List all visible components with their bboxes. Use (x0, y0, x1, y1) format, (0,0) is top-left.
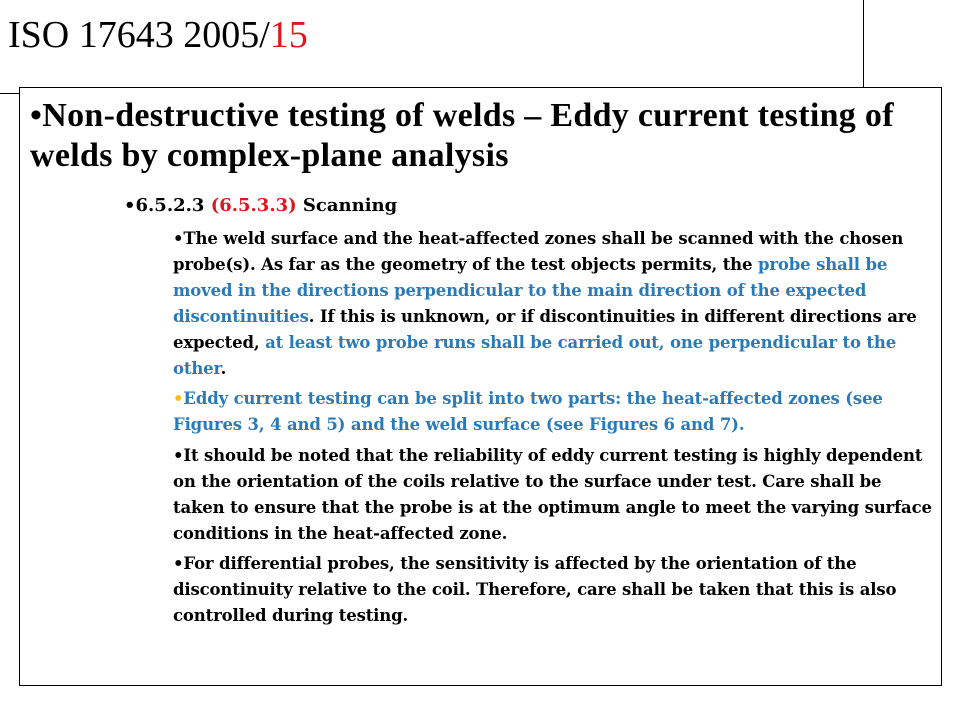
paragraph-highlight: probe shall be moved in the directions perpendicular to the main direction of the expected discontinuities (173, 255, 888, 326)
paragraph-differential (173, 551, 935, 629)
paragraph-text: Eddy current testing can be split into two parts: the heat-affected zones (see Figures 3, 4 and 5) and the weld surface (see Figures 6 and 7). (173, 389, 883, 434)
title-highlight: 15 (269, 14, 308, 56)
paragraph-text: The weld surface and the heat-affected zones shall be scanned with the chosen probe(s). As far as the geometry of the test objects permits, the (173, 229, 904, 274)
subheading-bullet: • (124, 195, 136, 216)
section-heading (30, 96, 935, 176)
paragraph-bullet: • (173, 554, 184, 573)
content-box (19, 87, 942, 686)
subheading-number: 6.5.2.3 (135, 195, 205, 216)
subheading (124, 194, 397, 218)
paragraph-bullet: • (173, 229, 184, 248)
paragraph-bullet: • (173, 389, 184, 408)
paragraph-text: . If this is unknown, or if discontinuities in different directions are expected, (173, 307, 917, 352)
paragraph-highlight: at least two probe runs shall be carried out, one perpendicular to the other (173, 333, 897, 378)
heading-text: Non-destructive testing of welds – Eddy current testing of welds by complex-plane analysis (30, 97, 894, 174)
paragraph-text: It should be noted that the reliability of eddy current testing is highly dependent on the orientation of the coils relative to the surface under test. Care shall be taken to ensure that the probe is at the optimum angle to meet the varying surface conditions in the heat-affected zone. (173, 446, 932, 543)
heading-bullet: • (30, 97, 43, 134)
paragraph-scanning (173, 226, 935, 382)
paragraph-text: . (220, 359, 227, 378)
subheading-label: Scanning (302, 195, 398, 216)
page-title (8, 10, 308, 60)
subheading-alt-number: (6.5.3.3) (210, 195, 297, 216)
paragraph-text: For differential probes, the sensitivity is affected by the orientation of the discontinuity relative to the coil. Therefore, care shall be taken that this is also controlled during testing. (173, 554, 897, 625)
paragraph-bullet: • (173, 446, 184, 465)
title-main: ISO 17643 2005/ (8, 14, 270, 56)
paragraph-reliability (173, 443, 935, 547)
title-box (0, 0, 864, 94)
paragraph-split (173, 386, 935, 438)
